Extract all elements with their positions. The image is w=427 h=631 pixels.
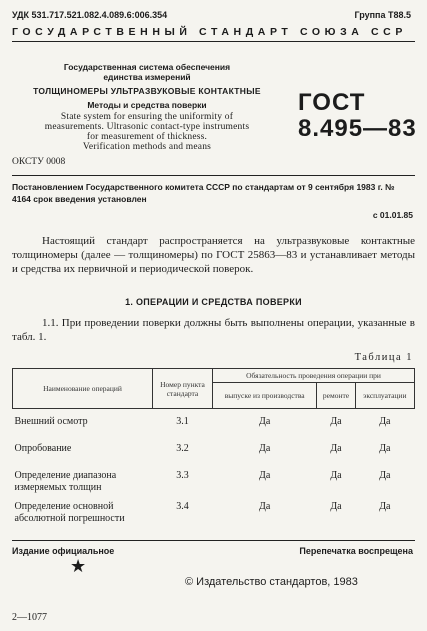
english-line-4: Verification methods and means <box>82 142 212 152</box>
row-name: Определение диапазона измеряемых толщин <box>14 469 117 493</box>
row-release: Да <box>259 469 271 481</box>
row-repair: Да <box>330 469 342 481</box>
start-date: с 01.01.85 <box>372 210 413 220</box>
row-repair: Да <box>330 442 342 454</box>
system-line-2: единства измерений <box>103 72 191 82</box>
row-release: Да <box>259 416 271 427</box>
bottom-divider <box>12 540 415 541</box>
row-release: Да <box>259 442 271 454</box>
gost-number-block <box>298 90 417 142</box>
english-title <box>12 112 282 152</box>
document-subtitle: Методы и средства поверки <box>87 100 207 110</box>
decree-text: Постановлением Государственного комитета СССР по стандартам от 9 сентября 1983 г. № 4164 срок введения установлен <box>12 182 395 204</box>
col-repair-header: ремонте <box>317 383 355 409</box>
edition-label: Издание официальное <box>12 546 115 556</box>
operations-table <box>12 368 415 525</box>
row-name: Внешний осмотр <box>14 416 88 427</box>
table-row <box>13 409 415 436</box>
table-row <box>13 494 415 525</box>
okstu-code: ОКСТУ 0008 <box>12 157 66 167</box>
row-use: Да <box>379 500 391 512</box>
table-row <box>13 436 415 463</box>
english-line-2: measurements. Ultrasonic contact-type instruments <box>44 122 250 132</box>
section-heading: 1. ОПЕРАЦИИ И СРЕДСТВА ПОВЕРКИ <box>125 297 302 307</box>
gost-number: 8.495—83 <box>298 115 417 142</box>
top-divider <box>12 41 415 42</box>
row-repair: Да <box>330 416 342 427</box>
group-code: Группа Т88.5 <box>354 10 411 20</box>
row-item: 3.1 <box>176 416 189 427</box>
gost-label: ГОСТ <box>298 89 366 116</box>
table-caption: Таблица 1 <box>354 352 413 363</box>
row-item: 3.2 <box>176 442 189 454</box>
col-group-header: Обязательность проведения операции при <box>213 369 415 383</box>
star-icon: ★ <box>70 556 87 576</box>
system-title <box>12 62 282 82</box>
col-item-header: Номер пункта стандарта <box>153 369 213 409</box>
mid-divider <box>12 175 415 176</box>
row-name: Опробование <box>14 442 72 454</box>
publisher-line: © Издательство стандартов, 1983 <box>185 576 358 588</box>
english-line-3: for measurement of thickness. <box>86 132 208 142</box>
row-name: Определение основной абсолютной погрешности <box>14 500 125 524</box>
intro-paragraph: Настоящий стандарт распространяется на ультразвуковые контактные толщиномеры (далее — толщиномеры) по ГОСТ 25863—83 и устанавливает методы и средства их первичной и периодической поверок. <box>12 235 415 275</box>
col-use-header: эксплуатации <box>355 383 414 409</box>
row-release: Да <box>259 500 271 512</box>
col-operation-header: Наименование операций <box>13 369 153 409</box>
row-use: Да <box>379 442 391 454</box>
reprint-notice: Перепечатка воспрещена <box>299 546 413 556</box>
table-row <box>13 463 415 494</box>
udk-code: УДК 531.717.521.082.4.089.6:006.354 <box>12 10 168 20</box>
english-line-1: State system for ensuring the uniformity of <box>60 112 234 122</box>
col-release-header: выпуске из производства <box>213 383 317 409</box>
row-repair: Да <box>330 500 342 512</box>
row-item: 3.4 <box>176 500 189 512</box>
standard-banner: ГОСУДАРСТВЕННЫЙ СТАНДАРТ СОЮЗА ССР <box>12 26 407 38</box>
section-paragraph: 1.1. При проведении поверки должны быть выполнены операции, указанные в табл. 1. <box>12 317 415 343</box>
row-use: Да <box>379 416 391 427</box>
page-code: 2—1077 <box>12 612 47 623</box>
row-use: Да <box>379 469 391 481</box>
system-line-1: Государственная система обеспечения <box>63 62 231 72</box>
document-title: ТОЛЩИНОМЕРЫ УЛЬТРАЗВУКОВЫЕ КОНТАКТНЫЕ <box>33 86 261 96</box>
row-item: 3.3 <box>176 469 189 481</box>
